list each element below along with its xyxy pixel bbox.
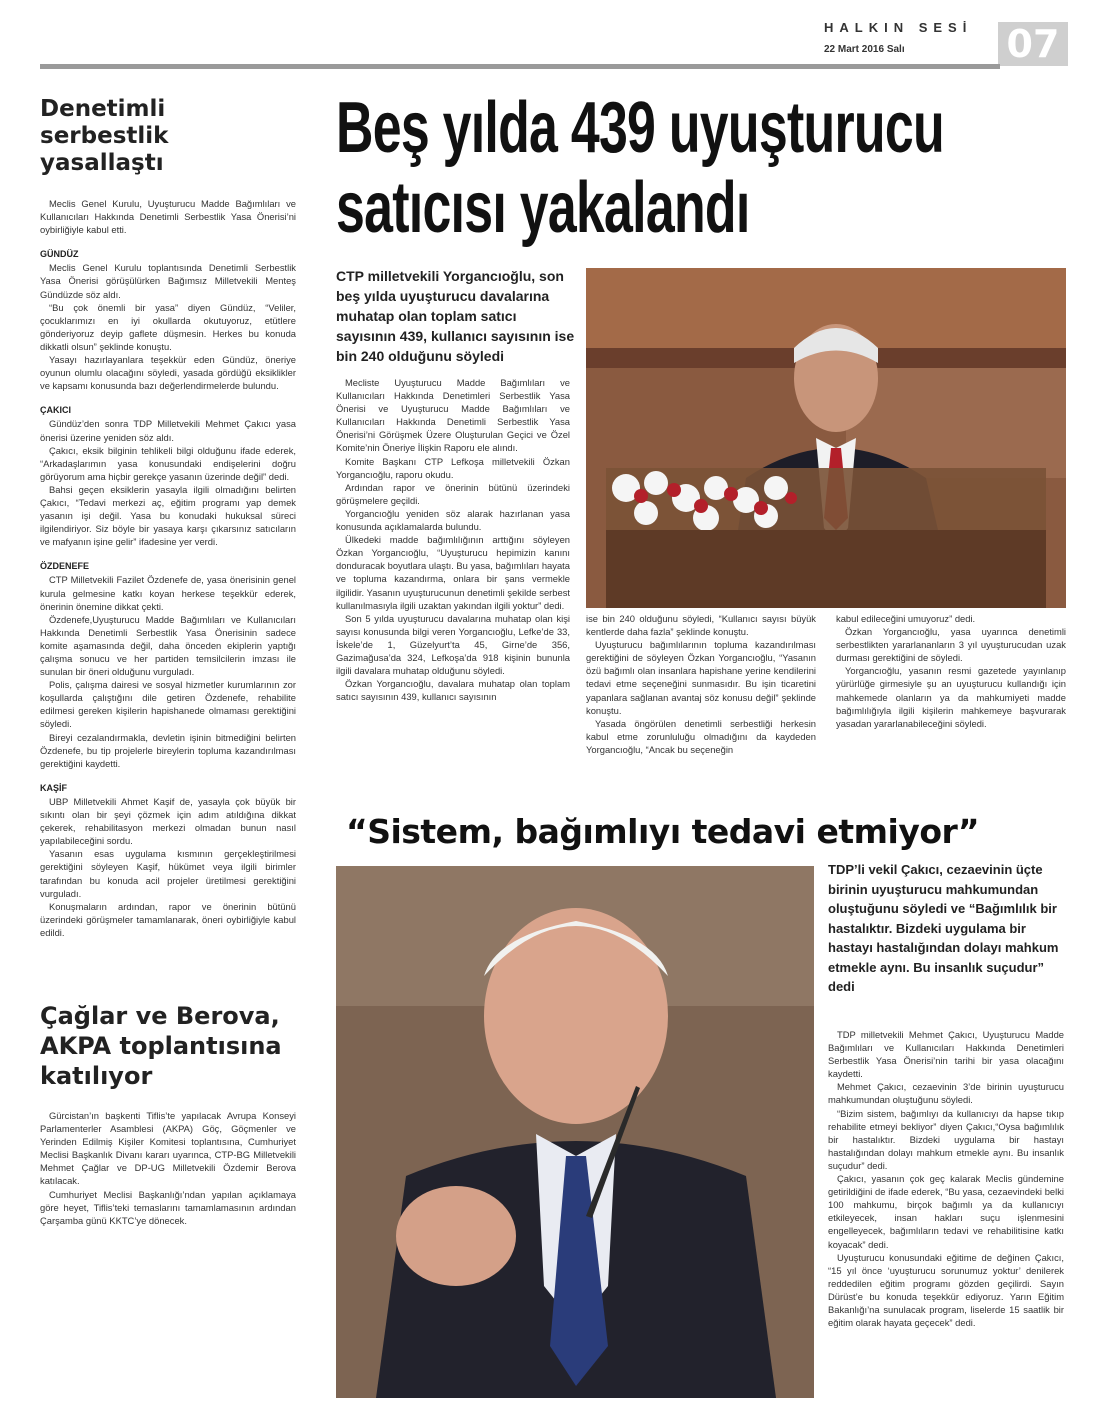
main-headline: Beş yılda 439 uyuşturucu satıcısı yakalandı xyxy=(336,88,944,248)
story2-body: Gürcistan’ın başkenti Tiflis’te yapılacak Avrupa Konseyi Parlamenterler Asamblesi (AKPA) Göç, Göçmenler ve Yerinden Edilmiş Kişiler Komitesi toplantısına, Cumhuriyet Meclisi Başkanlık Divanı kararı uyarınca, CTP-BG Milletvekili Mehmet Çağlar ve DP-UG Milletvekili Özdemir Berova katılacak. Cumhuriyet Meclisi Başkanlığı’ndan yapılan açıklamaya göre heyet, Tiflis’teki temaslarını tamamlamasının ardından Çarşamba günü KKTC’ye dönecek. xyxy=(40,1109,296,1226)
story1-intro: Meclis Genel Kurulu, Uyuşturucu Madde Bağımlıları ve Kullanıcıları Hakkında Denetimli Serbestlik Yasa Önerisi’ni oybirliğiyle kabul etti. xyxy=(40,198,296,236)
left-column xyxy=(40,96,296,1227)
main-lead: CTP milletvekili Yorgancıoğlu, son beş yılda uyuşturucu davalarına muhatap olan toplam satıcı sayısının 439, kullanıcı sayısının ise bin 240 olduğunu söyledi xyxy=(336,268,575,364)
section-heading: ÇAKICI xyxy=(40,405,71,416)
page-number: 07 xyxy=(998,22,1068,66)
story1-title: Denetimli serbestlik yasallaştı xyxy=(40,96,169,176)
story1-body: Meclis Genel Kurulu, Uyuşturucu Madde Bağımlıları ve Kullanıcıları Hakkında Denetimli Serbestlik Yasa Önerisi’ni oybirliğiyle kabul etti. GÜNDÜZ Meclis Genel Kurulu toplantısında Denetimli Serbestlik Yasa Önerisi görüşülürken Bağımsız Milletvekili Menteş Gündüzde söz aldı. “Bu çok önemli bir yasa” diyen Gündüz, “Veliler, çocuklarımızı en iyi okullarda okutuyoruz, etütlere gönderiyoruz deyip gaflete düşmesin. Herkes bu konuda dikkatli olsun” şeklinde konuştu. Yasayı hazırlayanlara teşekkür eden Gündüz, öneriye oyunun olumlu olacağını söyledi, yasada gördüğü eksiklikler ve kapsamı konusunda bazı değerlendirmelerde bulundu. ÇAKICI Gündüz’den sonra TDP Milletvekili Mehmet Çakıcı yasa önerisi üzerine yeniden söz aldı. Çakıcı, eksik bilginin tehlikeli bilgi olduğunu ifade ederek, “Arkadaşlarımın yasa konusundaki endişelerini doğru görüyorum ama hiçbir gerekçe yasanın üzerinde değil” dedi. Bahsi geçen eksiklerin yasayla ilgili olmadığını belirten Çakıcı, “Tedavi merkezi aç, eğitim programı yap demek yasanın işi değil. Yasa bu konudaki hukuksal süreci ilgilendiriyor. Siz böyle bir yasaya karşı çıkarsınız satıcıların ve mafyanın işine gelir” ifadesine yer verdi. ÖZDENEFE CTP Milletvekili Fazilet Özdenefe de, yasa önerisinin genel kurula gelmesine katkı koyan herkese teşekkür ederek, önerinin önemine dikkat çekti. Özdenefe,Uyuşturucu Madde Bağımlıları ve Kullanıcıları Hakkında Denetimli Serbestlik Yasa Önerisinin sadece komite aşamasında değil, daha önceden ekiplerin yaptığı çalışma sonucu ve her partiden temsilcilerin imzası ile sunulan bir öneri olduğunu vurguladı. Polis, çalışma dairesi ve sosyal hizmetler kurumlarının zor koşullarda çalıştığını dile getiren Özdenefe, rehabilite edilmesi gereken kişilerin hapishanede olmaması gerektiğini söyledi. Bireyi cezalandırmakla, devletin işinin bitmediğini belirten Özdenefe, bu tip projelerle bireylerin topluma kazandırılması gerektiğini kaydetti. KAŞİF UBP Milletvekili Ahmet Kaşif de, yasayla çok büyük bir sıkıntı olan bir şeyi çözmek için adım atıldığına dikkat çekerek, rehabilitasyon merkezi olmadan bunun nasıl yapılabileceğini sordu. Yasanın esas uygulama kısmının gerçekleştirilmesi gerektiğini söyleyen Kaşif, hükümet veya ilgili birimler tarafından bu konuda acil projeler üretilmesi gerektiğini vurguladı. Konuşmaların ardından, rapor ve önerinin bütünü üzerindeki görüşmeler tamamlanarak, öneri oybirliğiyle kabul edildi. xyxy=(40,198,296,938)
section-heading: ÖZDENEFE xyxy=(40,561,90,572)
photo-speaker-podium xyxy=(586,268,1066,608)
photo-speaker-microphone-image xyxy=(336,866,814,1398)
story3-body: TDP milletvekili Mehmet Çakıcı, Uyuşturucu Madde Bağımlıları ve Kullanıcıları Hakkında Denetimleri Serbestlik Yasa Önerisi’nin tarihi bir yasa olacağını kaydetti. Mehmet Çakıcı, cezaevinin 3’de birinin uyuşturucu mahkumundan oluştuğunu söyledi. “Bizim sistem, bağımlıyı da kullanıcıyı da hapse tıkıp rehabilite etmeyi bekliyor” diyen Çakıcı,“Oysa bağımlılık bir hastalıktır. Bizdeki uygulama bir hastayı hastalığından dolayı mahkum etmekle aynı. Bu insanlık suçudur” dedi. Çakıcı, yasanın çok geç kalarak Meclis gündemine getirildiğini de ifade ederek, “Bu yasa, cezaevindeki belki 100 mahkumu, birçok bağımlı ya da kullanıcıyı etkileyecek, insan hakları suçu işlenmesini engelleyecek, bağımlıların tedavi ve rehabilitisine katkı koyacak” dedi. Uyuşturucu konusundaki eğitime de değinen Çakıcı, “15 yıl önce ‘uyuşturucu sorunumuz yoktur’ denilerek reddedilen eğitim programı gözden geçilirdi. Sayın Dürüst’e bu konuda teşekkür ediyoruz. Yarın Eğitim Bakanlığı’na sunulacak program, liselerde 15 saatlik bir eğitim olarak hayata geçecek” dedi. xyxy=(828,1029,1064,1329)
issue-date: 22 Mart 2016 Salı xyxy=(824,44,905,55)
story3-headline: “Sistem, bağımlıyı tedavi etmiyor” xyxy=(346,812,980,851)
masthead xyxy=(0,0,1102,75)
paper-name: HALKIN SESİ xyxy=(824,20,973,35)
photo-speaker-microphone xyxy=(336,866,814,1398)
main-story-col2: ise bin 240 olduğunu söyledi, “Kullanıcı sayısı büyük kentlerde daha fazla” şeklinde konuştu. Uyuşturucu bağımlılarının topluma kazandırılması gerektiğini de söyleyen Özkan Yorgancıoğlu, “Yasanın özü bağımlı olan insanlara hapishane yerine kendilerini tedavi etme seçeneğini sunmasıdır. Bu işin ticaretini yapanlara sağlanan avantaj söz konusu değil” şeklinde konuştu. Yasada öngörülen denetimli serbestliği herkesin kabul etme zorunluluğu olmadığını da kaydeden Yorgancıoğlu, “Ancak bu seçeneğin xyxy=(586,613,816,755)
photo-speaker-podium-image xyxy=(586,268,1066,608)
section-heading: GÜNDÜZ xyxy=(40,249,79,260)
main-story-col3: kabul edileceğini umuyoruz” dedi. Özkan Yorgancıoğlu, yasa uyarınca denetimli serbestlikten yararlananların 3 yıl uyuşturucudan uzak durması gerektiğini de söyledi. Yorgancıoğlu, yasanın resmi gazetede yayınlanıp yürürlüğe girmesiyle şu an uyuşturucu kullandığı için mahkemede olanların ya da mahkumiyeti madde bağımlılığıyla ilgili kişilerin mahkemeye başvurarak yasadan yararlanabileceğini söyledi. xyxy=(836,613,1066,729)
story2-title: Çağlar ve Berova, AKPA toplantısına katılıyor xyxy=(40,1001,282,1090)
story3-lead: TDP’li vekil Çakıcı, cezaevinin üçte birinin uyuşturucu mahkumundan oluştuğunu söyledi ve “Bağımlılık bir hastalıktır. Bizdeki uygulama bir hastayı hastalığından dolayı mahkum etmekle aynı. Bu insanlık suçudur” dedi xyxy=(828,862,1059,994)
header-rule xyxy=(40,64,1000,69)
section-heading: KAŞİF xyxy=(40,782,67,793)
main-story-col1: Mecliste Uyuşturucu Madde Bağımlıları ve Kullanıcıları Hakkında Denetimleri Serbestlik Yasa Önerisi ve Uyuşturucu Madde Bağımlıları ve Kullanıcıları Hakkında Denetimli Serbestlik Yasa Önerisi’ni Görüşmek Üzere Oluşturulan Geçici ve Özel Komite’nin Öneriye İlişkin Raporu ele alındı. Komite Başkanı CTP Lefkoşa milletvekili Özkan Yorgancıoğlu, raporu okudu. Ardından rapor ve önerinin bütünü üzerindeki görüşmelere geçildi. Yorgancıoğlu yeniden söz alarak hazırlanan yasa konusunda açıklamalarda bulundu. Ülkedeki madde bağımlılığının arttığını söyleyen Özkan Yorgancıoğlu, “Uyuşturucu hepimizin kanını donduracak boyutlara ulaştı. Bu yasa, bağımlıları hayata ve topluma kazandırma, onlara bir şans vermekle ilgilidir. Yasanın uyuşturucunun denetimli şekilde serbest kullanılmasıyla ilgili uzaktan yakından ilgili yoktur” dedi. Son 5 yılda uyuşturucu davalarına muhatap olan kişi sayısı konusunda bilgi veren Yorgancıoğlu, Lefke’de 33, İskele’de 1, Güzelyurt’ta 45, Girne’de 356, Gazimağusa’da 324, Lefkoşa’da 918 kişinin bununla ilgili davalara muhatap olduğunu söyledi. Özkan Yorgancıoğlu, davalara muhatap olan toplam satıcı sayısının 439, kullanıcı sayısının xyxy=(336,377,570,703)
